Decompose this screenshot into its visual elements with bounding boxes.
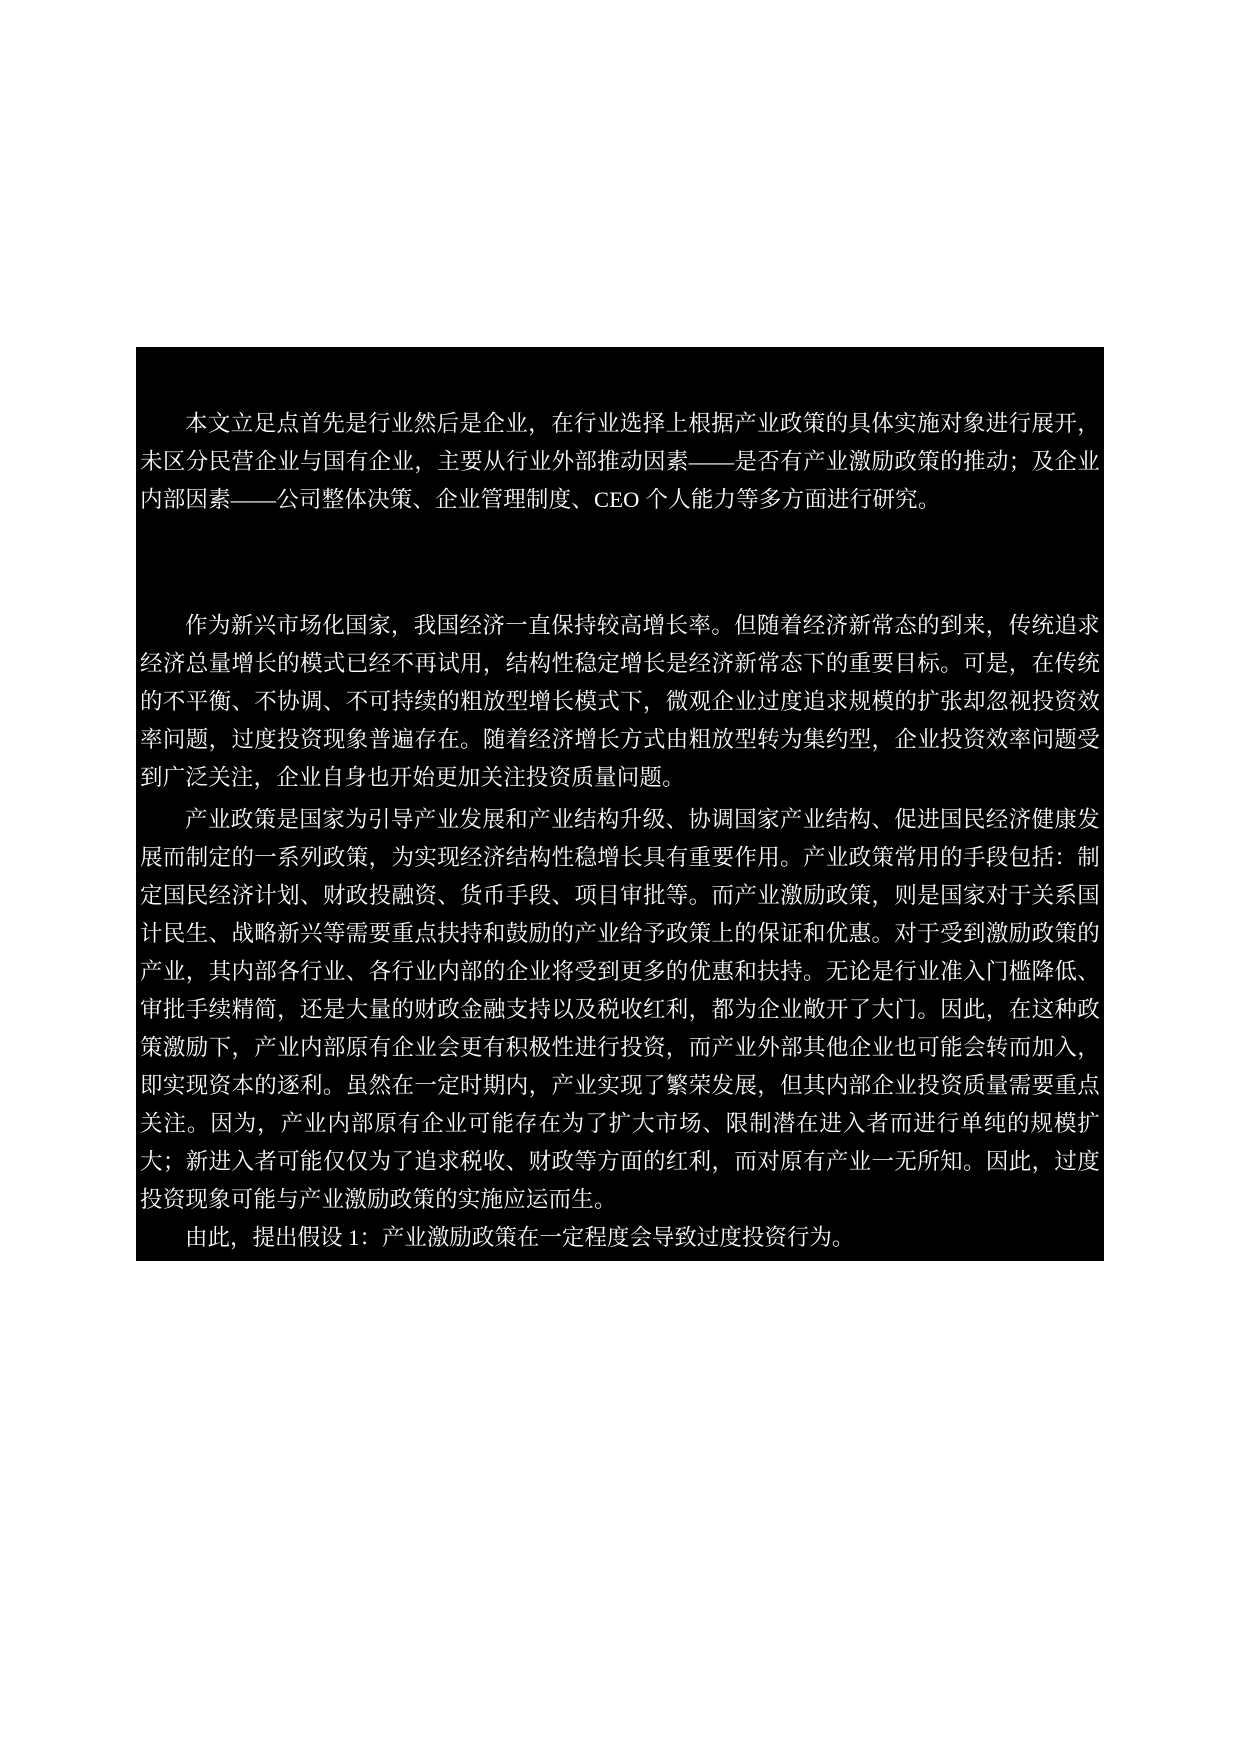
paragraph-2: 作为新兴市场化国家，我国经济一直保持较高增长率。但随着经济新常态的到来，传统追求经济总量增长的模式已经不再试用，结构性稳定增长是经济新常态下的重要目标。可是，在传统的不平衡、不协调、不可持续的粗放型增长模式下，微观企业过度追求规模的扩张却忽视投资效率问题，过度投资现象普遍存在。随着经济增长方式由粗放型转为集约型，企业投资效率问题受到广泛关注，企业自身也开始更加关注投资质量问题。 xyxy=(140,613,1100,790)
highlighted-text-block xyxy=(136,347,1104,1261)
paragraph-1: 本文立足点首先是行业然后是企业，在行业选择上根据产业政策的具体实施对象进行展开，未区分民营企业与国有企业，主要从行业外部推动因素——是否有产业激励政策的推动；及企业内部因素——公司整体决策、企业管理制度、CEO 个人能力等多方面进行研究。 xyxy=(140,411,1100,512)
hypothesis-line: 由此，提出假设 1：产业激励政策在一定程度会导致过度投资行为。 xyxy=(185,1225,855,1250)
paragraph-gap xyxy=(136,519,1104,607)
paragraph-3: 产业政策是国家为引导产业发展和产业结构升级、协调国家产业结构、促进国民经济健康发展而制定的一系列政策，为实现经济结构性稳增长具有重要作用。产业政策常用的手段包括：制定国民经济计划、财政投融资、货币手段、项目审批等。而产业激励政策，则是国家对于关系国计民生、战略新兴等需要重点扶持和鼓励的产业给予政策上的保证和优惠。对于受到激励政策的产业，其内部各行业、各行业内部的企业将受到更多的优惠和扶持。无论是行业准入门槛降低、审批手续精简，还是大量的财政金融支持以及税收红利，都为企业敞开了大门。因此，在这种政策激励下，产业内部原有企业会更有积极性进行投资，而产业外部其他企业也可能会转而加入，即实现资本的逐利。虽然在一定时期内，产业实现了繁荣发展，但其内部企业投资质量需要重点关注。因为，产业内部原有企业可能存在为了扩大市场、限制潜在进入者而进行单纯的规模扩大；新进入者可能仅仅为了追求税收、财政等方面的红利，而对原有产业一无所知。因此，过度投资现象可能与产业激励政策的实施应运而生。 xyxy=(140,807,1100,1212)
block-top-spacer xyxy=(136,347,1104,405)
